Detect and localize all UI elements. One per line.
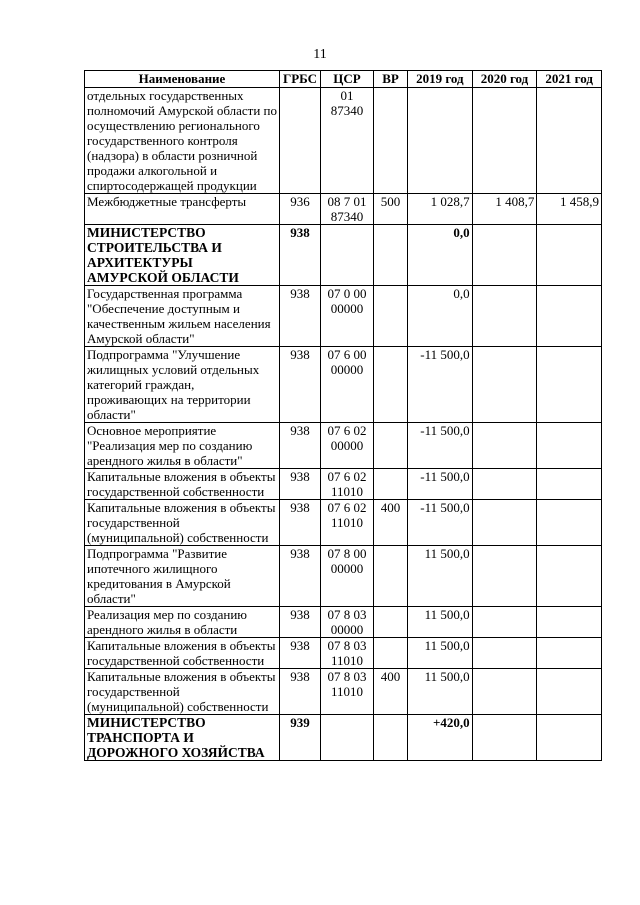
cell-name: Капитальные вложения в объекты государственной (муниципальной) собственности xyxy=(85,500,280,546)
cell-name: Межбюджетные трансферты xyxy=(85,194,280,225)
table-row xyxy=(85,286,602,347)
cell-name: Государственная программа "Обеспечение доступным и качественным жильем населения Амурской области" xyxy=(85,286,280,347)
cell-2020 xyxy=(472,500,537,546)
cell-vr xyxy=(374,347,408,423)
cell-2019: 11 500,0 xyxy=(408,607,473,638)
cell-csr: 01 87340 xyxy=(321,88,374,194)
cell-vr xyxy=(374,638,408,669)
cell-csr: 07 6 02 11010 xyxy=(321,469,374,500)
cell-grbs: 938 xyxy=(280,347,321,423)
cell-2021 xyxy=(537,225,602,286)
cell-2021 xyxy=(537,88,602,194)
cell-grbs: 939 xyxy=(280,715,321,761)
cell-2020 xyxy=(472,286,537,347)
table-row xyxy=(85,423,602,469)
table-header-row xyxy=(85,71,602,88)
header-2021: 2021 год xyxy=(537,71,602,88)
cell-name: Подпрограмма "Улучшение жилищных условий отдельных категорий граждан, проживающих на территории области" xyxy=(85,347,280,423)
cell-2019: -11 500,0 xyxy=(408,423,473,469)
cell-2020 xyxy=(472,638,537,669)
cell-2021 xyxy=(537,286,602,347)
cell-name: МИНИСТЕРСТВО ТРАНСПОРТА И ДОРОЖНОГО ХОЗЯЙСТВА xyxy=(85,715,280,761)
cell-grbs: 938 xyxy=(280,638,321,669)
cell-2020 xyxy=(472,225,537,286)
cell-2019: 11 500,0 xyxy=(408,546,473,607)
cell-2021 xyxy=(537,546,602,607)
cell-grbs: 938 xyxy=(280,286,321,347)
table-row xyxy=(85,715,602,761)
table-row xyxy=(85,638,602,669)
cell-grbs: 938 xyxy=(280,500,321,546)
cell-2020 xyxy=(472,715,537,761)
cell-csr: 07 0 00 00000 xyxy=(321,286,374,347)
cell-2020 xyxy=(472,347,537,423)
cell-2021 xyxy=(537,715,602,761)
cell-name: отдельных государственных полномочий Амурской области по осуществлению регионального государственного контроля (надзора) в области розничной продажи алкогольной и спиртосодержащей продукции xyxy=(85,88,280,194)
cell-2020 xyxy=(472,423,537,469)
cell-2019: 11 500,0 xyxy=(408,638,473,669)
cell-grbs: 938 xyxy=(280,469,321,500)
table-row xyxy=(85,347,602,423)
cell-2021 xyxy=(537,669,602,715)
cell-name: Основное мероприятие "Реализация мер по созданию арендного жилья в области" xyxy=(85,423,280,469)
cell-name: Капитальные вложения в объекты государственной собственности xyxy=(85,638,280,669)
cell-vr: 400 xyxy=(374,669,408,715)
cell-name: Реализация мер по созданию арендного жилья в области xyxy=(85,607,280,638)
cell-csr xyxy=(321,715,374,761)
cell-2019: -11 500,0 xyxy=(408,347,473,423)
cell-2020 xyxy=(472,469,537,500)
cell-vr: 500 xyxy=(374,194,408,225)
cell-2019: 0,0 xyxy=(408,286,473,347)
cell-grbs: 938 xyxy=(280,607,321,638)
cell-2021 xyxy=(537,469,602,500)
cell-csr: 07 8 03 00000 xyxy=(321,607,374,638)
cell-2019 xyxy=(408,88,473,194)
cell-csr: 08 7 01 87340 xyxy=(321,194,374,225)
cell-csr: 07 8 03 11010 xyxy=(321,638,374,669)
table-row xyxy=(85,500,602,546)
budget-table xyxy=(84,70,602,761)
cell-csr: 07 8 03 11010 xyxy=(321,669,374,715)
cell-grbs: 936 xyxy=(280,194,321,225)
cell-csr: 07 6 02 11010 xyxy=(321,500,374,546)
cell-2021 xyxy=(537,500,602,546)
cell-2019: 11 500,0 xyxy=(408,669,473,715)
table-row xyxy=(85,669,602,715)
page-number: 11 xyxy=(313,47,327,62)
cell-grbs xyxy=(280,88,321,194)
cell-vr xyxy=(374,715,408,761)
cell-2019: 0,0 xyxy=(408,225,473,286)
header-vr: ВР xyxy=(374,71,408,88)
cell-name: Подпрограмма "Развитие ипотечного жилищного кредитования в Амурской области" xyxy=(85,546,280,607)
header-name: Наименование xyxy=(85,71,280,88)
cell-vr xyxy=(374,225,408,286)
header-2020: 2020 год xyxy=(472,71,537,88)
cell-2020: 1 408,7 xyxy=(472,194,537,225)
cell-vr xyxy=(374,607,408,638)
cell-2020 xyxy=(472,669,537,715)
cell-name: Капитальные вложения в объекты государственной (муниципальной) собственности xyxy=(85,669,280,715)
table-row xyxy=(85,607,602,638)
cell-grbs: 938 xyxy=(280,546,321,607)
table-row xyxy=(85,88,602,194)
cell-2020 xyxy=(472,607,537,638)
cell-2019: +420,0 xyxy=(408,715,473,761)
cell-2019: 1 028,7 xyxy=(408,194,473,225)
cell-vr xyxy=(374,88,408,194)
cell-csr xyxy=(321,225,374,286)
header-csr: ЦСР xyxy=(321,71,374,88)
cell-csr: 07 6 00 00000 xyxy=(321,347,374,423)
header-2019: 2019 год xyxy=(408,71,473,88)
table-row xyxy=(85,469,602,500)
cell-grbs: 938 xyxy=(280,225,321,286)
cell-vr xyxy=(374,469,408,500)
cell-grbs: 938 xyxy=(280,669,321,715)
table-body xyxy=(85,88,602,761)
cell-2021 xyxy=(537,347,602,423)
cell-name: МИНИСТЕРСТВО СТРОИТЕЛЬСТВА И АРХИТЕКТУРЫ АМУРСКОЙ ОБЛАСТИ xyxy=(85,225,280,286)
cell-vr xyxy=(374,546,408,607)
cell-grbs: 938 xyxy=(280,423,321,469)
cell-csr: 07 6 02 00000 xyxy=(321,423,374,469)
cell-2019: -11 500,0 xyxy=(408,500,473,546)
cell-2020 xyxy=(472,546,537,607)
cell-2021: 1 458,9 xyxy=(537,194,602,225)
cell-name: Капитальные вложения в объекты государственной собственности xyxy=(85,469,280,500)
table-row xyxy=(85,546,602,607)
cell-vr: 400 xyxy=(374,500,408,546)
table-row xyxy=(85,194,602,225)
cell-2021 xyxy=(537,423,602,469)
table-row xyxy=(85,225,602,286)
cell-csr: 07 8 00 00000 xyxy=(321,546,374,607)
cell-2020 xyxy=(472,88,537,194)
header-grbs: ГРБС xyxy=(280,71,321,88)
cell-vr xyxy=(374,286,408,347)
cell-2021 xyxy=(537,638,602,669)
cell-vr xyxy=(374,423,408,469)
cell-2019: -11 500,0 xyxy=(408,469,473,500)
cell-2021 xyxy=(537,607,602,638)
